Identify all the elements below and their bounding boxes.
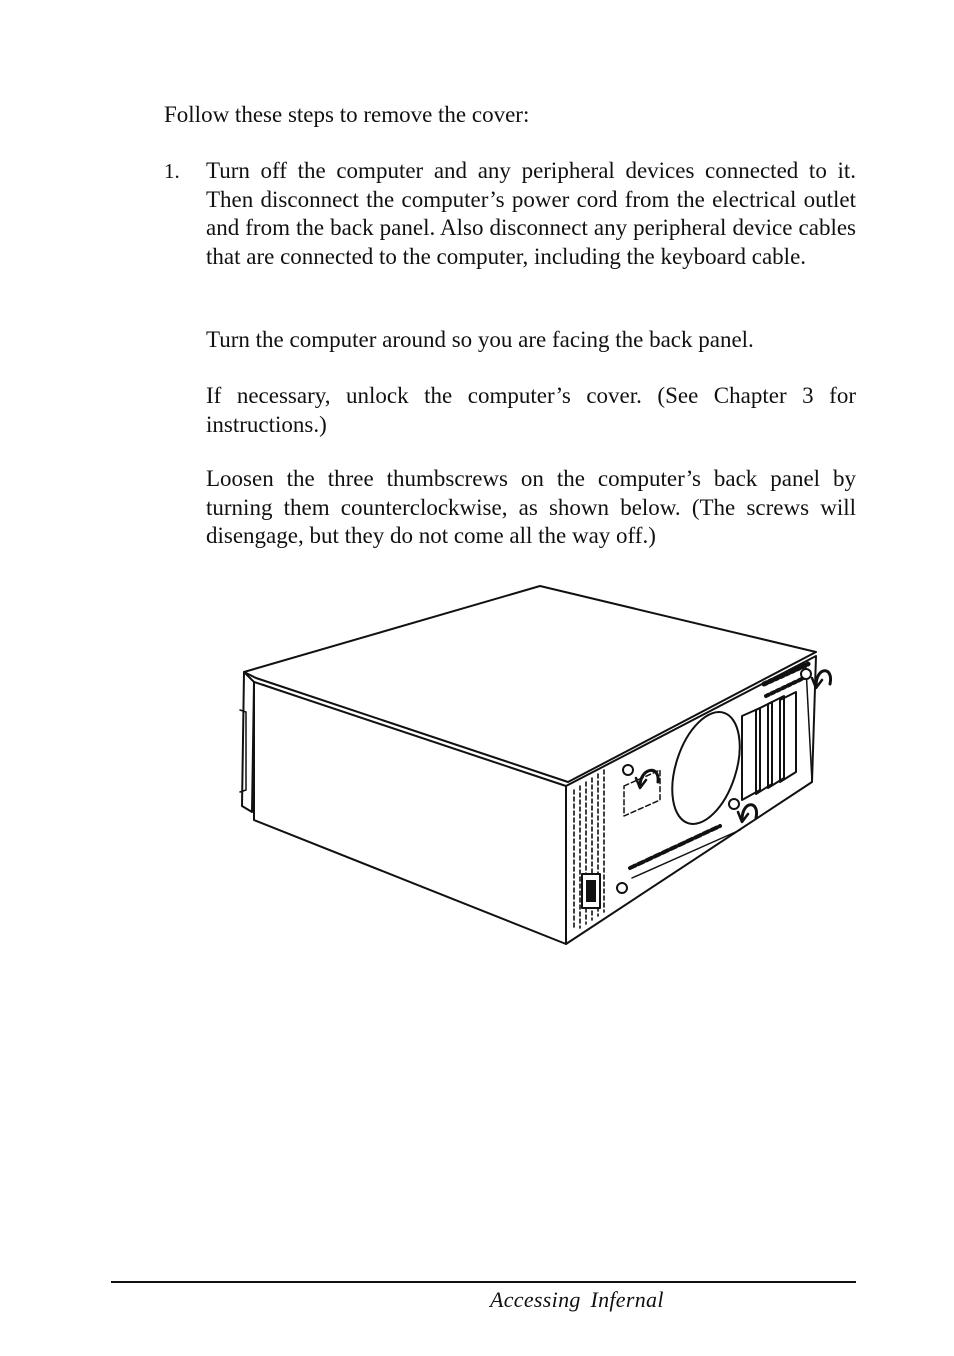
running-footer: Accessing Infernal <box>490 1287 664 1312</box>
step-paragraph-unlock: If necessary, unlock the computer’s cover. (See Chapter 3 for instructions.) <box>206 383 856 437</box>
step-paragraph-disconnect: Turn off the computer and any peripheral devices connected to it. Then disconnect the computer’s power cord from the electrical outlet and from the back panel. Also disconnect any peripheral device cables that are connected to the computer, including the keyboard cable. <box>206 158 856 269</box>
intro-text: Follow these steps to remove the cover: <box>164 102 530 127</box>
step-paragraph-turn-around: Turn the computer around so you are facing the back panel. <box>206 327 754 352</box>
step-paragraph-thumbscrews: Loosen the three thumbscrews on the computer’s back panel by turning them counterclockwise, as shown below. (The screws will disengage, but they do not come all the way off.) <box>206 466 856 548</box>
footer-rule <box>111 1281 856 1283</box>
step-number: 1. <box>164 159 180 183</box>
computer-back-panel-illustration <box>236 584 836 950</box>
